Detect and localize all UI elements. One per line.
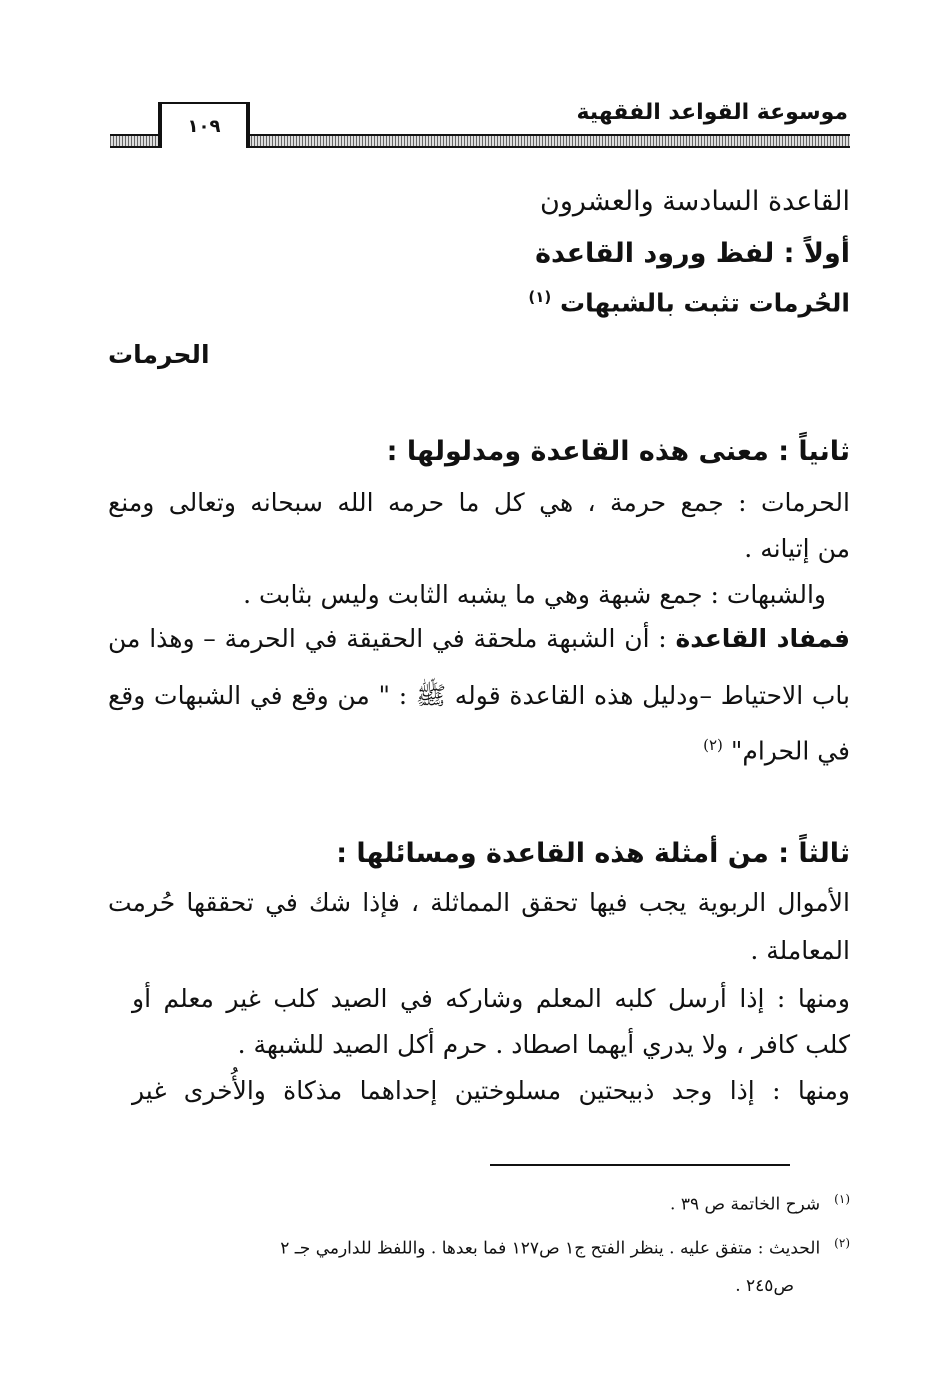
book-title: موسوعة القواعد الفقهية <box>570 100 848 125</box>
rule-text-line <box>528 288 850 317</box>
footnote-separator <box>490 1164 790 1166</box>
footnote-2-number: (٢) <box>834 1236 850 1250</box>
rule-title: القاعدة السادسة والعشرون <box>539 186 850 217</box>
rule-meaning-line-3 <box>703 736 850 765</box>
example-2-line-2: كلب كافر ، ولا يدري أيهما اصطاد . حرم أكل الصيد للشبهة . <box>237 1030 850 1059</box>
section3-heading: ثالثاً : من أمثلة هذه القاعدة ومسائلها : <box>336 838 850 869</box>
page-number-box <box>158 102 250 148</box>
rule-meaning-line-1 <box>108 624 850 653</box>
example-1-line-2: المعاملة . <box>750 936 850 965</box>
rule-meaning-label: فمفاد القاعدة <box>675 624 850 653</box>
footnote-ref-1: (١) <box>528 288 552 306</box>
section2-heading: ثانياً : معنى هذه القاعدة ومدلولها : <box>386 436 850 467</box>
section1-heading: أولاً : لفظ ورود القاعدة <box>535 238 850 269</box>
running-header <box>110 100 850 152</box>
hadith-end: في الحرام" <box>730 736 850 766</box>
footnote-2 <box>280 1236 850 1259</box>
example-3-line-1: ومنها : إذا وجد ذبيحتين مسلوختين إحداهما مذكاة والأُخرى غير <box>132 1076 850 1105</box>
example-1-line-1: الأموال الربوية يجب فيها تحقق المماثلة ، فإذا شك في تحققها حُرمت <box>108 888 850 917</box>
footnote-ref-2: (٢) <box>703 736 723 754</box>
rule-meaning-text: : أن الشبهة ملحقة في الحقيقة في الحرمة – وهذا من <box>108 624 676 653</box>
shubuhat-definition: والشبهات : جمع شبهة وهي ما يشبه الثابت وليس بثابت . <box>243 580 826 609</box>
rule-meaning-line-2: باب الاحتياط –ودليل هذه القاعدة قوله ﷺ : " من وقع في الشبهات وقع <box>108 681 850 710</box>
footnote-1-text: شرح الخاتمة ص ٣٩ . <box>670 1194 821 1215</box>
page-number: ١٠٩ <box>187 115 221 137</box>
rule-text: الحُرمات تثبت بالشبهات <box>559 288 850 318</box>
definition-line-1: الحرمات : جمع حرمة ، هي كل ما حرمه الله سبحانه وتعالى ومنع <box>108 488 850 517</box>
footnote-2-text: الحديث : متفق عليه . ينظر الفتح ج١ ص١٢٧ فما بعدها . واللفظ للدارمي جـ ٢ <box>280 1238 821 1259</box>
footnote-1 <box>670 1192 850 1215</box>
keyword: الحرمات <box>108 340 210 369</box>
example-2-line-1: ومنها : إذا أرسل كلبه المعلم وشاركه في الصيد كلب غير معلم أو <box>132 984 850 1013</box>
footnote-2-continuation: ص٢٤٥ . <box>735 1276 794 1296</box>
footnote-1-number: (١) <box>834 1192 850 1206</box>
definition-line-2: من إتيانه . <box>744 534 850 563</box>
